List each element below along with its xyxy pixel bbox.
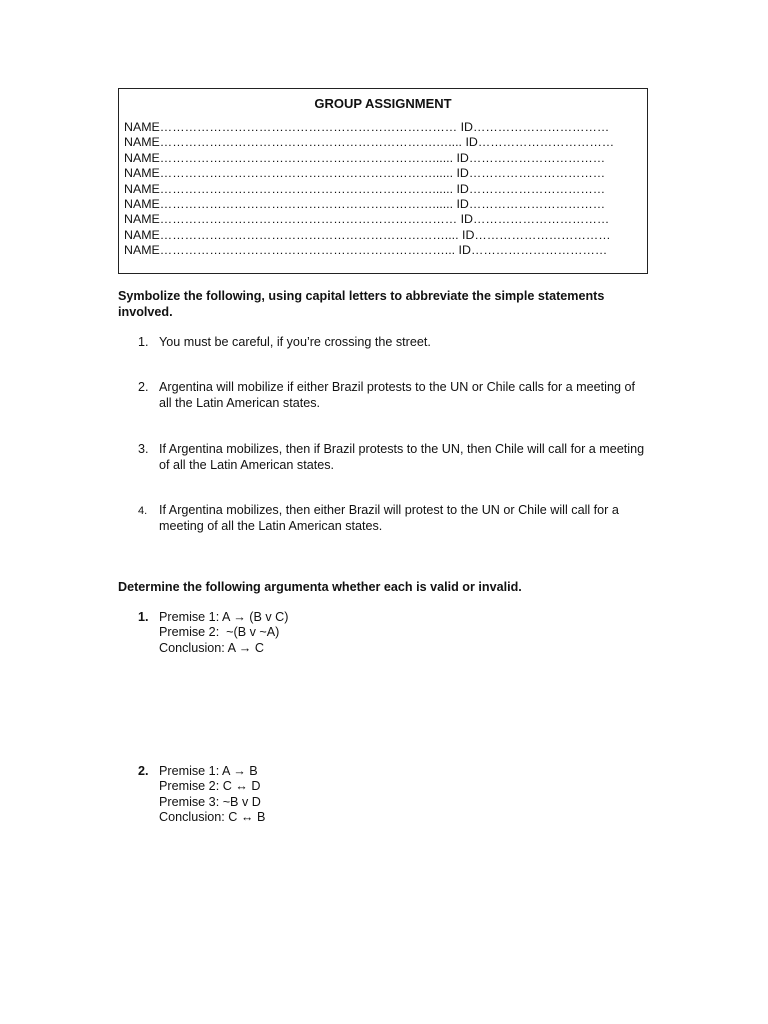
item-number: 1.: [138, 335, 149, 349]
argument-number: 2.: [138, 764, 149, 778]
argument-heading: Determine the following argumenta whether each is valid or invalid.: [118, 580, 522, 594]
group-assignment-title: GROUP ASSIGNMENT: [314, 96, 452, 111]
premise-line: Premise 3: ~B v D: [159, 794, 261, 809]
name-id-row: NAME…………………………………………………………...... ID……………………………: [124, 166, 606, 181]
symbolize-item-2: [138, 380, 648, 411]
item-number: 3.: [138, 442, 149, 456]
name-id-row: NAME…………………………………………………………...... ID……………………………: [124, 196, 606, 211]
premise-line: Premise 1: A → (B v C): [159, 610, 289, 624]
premise-line: Premise 2: C ↔ D: [159, 779, 261, 794]
item-text: You must be careful, if you’re crossing the street.: [159, 335, 431, 349]
name-id-rows: [124, 120, 644, 259]
item-number: 2.: [138, 380, 149, 394]
item-text: If Argentina mobilizes, then either Brazil will protest to the UN or Chile will call for a meeting of all the Latin American states.: [159, 503, 619, 533]
argument-item-1: [138, 610, 538, 656]
group-assignment-box: [118, 88, 648, 274]
item-number: 4.: [138, 505, 148, 517]
symbolize-item-1: [138, 335, 648, 351]
conclusion-line: Conclusion: A → C: [159, 640, 264, 655]
name-id-row: NAME…………………………………………………………...... ID……………………………: [124, 150, 606, 165]
symbolize-item-4: [138, 503, 648, 534]
premise-line: Premise 2: ~(B v ~A): [159, 625, 280, 640]
name-id-row: NAME……………………………………………………………... ID……………………………: [124, 243, 608, 258]
symbolize-heading: Symbolize the following, using capital letters to abbreviate the simple statements involved.: [118, 289, 605, 319]
conclusion-line: Conclusion: C ↔ B: [159, 810, 266, 825]
argument-number: 1.: [138, 610, 149, 624]
item-text: If Argentina mobilizes, then if Brazil protests to the UN, then Chile will call for a meeting of all the Latin American states.: [159, 442, 645, 472]
symbolize-item-3: [138, 442, 648, 473]
name-id-row: NAME………………………………………………………….….... ID……………………………: [124, 135, 615, 150]
argument-item-2: [138, 764, 538, 826]
argument-lines: [159, 610, 538, 656]
name-id-row: NAME……………………………………………………………… ID……………………………: [124, 120, 610, 134]
name-id-row: NAME…………………………………………………………….... ID……………………………: [124, 227, 611, 242]
item-text: Argentina will mobilize if either Brazil protests to the UN or Chile calls for a meeting of all the Latin American states.: [159, 380, 635, 410]
name-id-row: NAME……………………………………………………………… ID……………………………: [124, 212, 610, 227]
argument-lines: [159, 764, 538, 826]
premise-line: Premise 1: A → B: [159, 764, 258, 778]
name-id-row: NAME…………………………………………………………...... ID……………………………: [124, 181, 606, 196]
